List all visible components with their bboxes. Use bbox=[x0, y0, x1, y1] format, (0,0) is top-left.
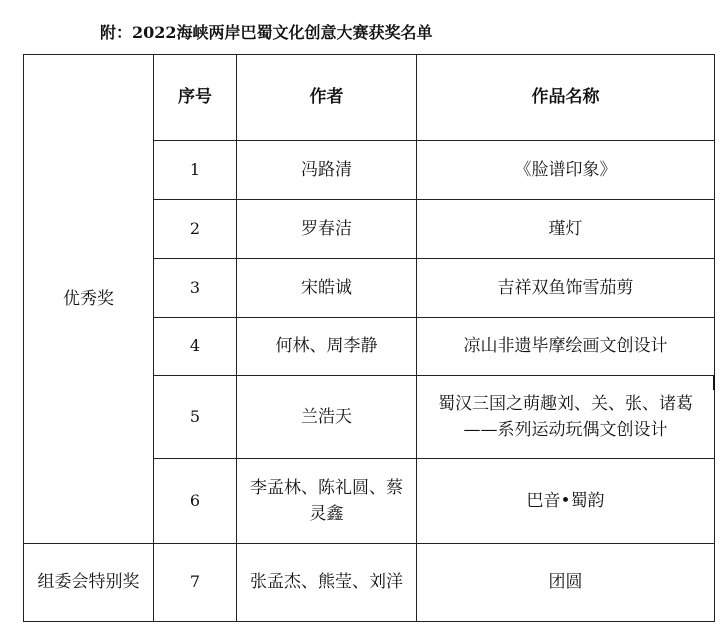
row-work: 凉山非遗毕摩绘画文创设计 bbox=[417, 318, 715, 376]
row-number: 2 bbox=[154, 200, 237, 259]
row-number: 3 bbox=[154, 259, 237, 318]
row-work: 巴音•蜀韵 bbox=[417, 459, 715, 544]
row-author bbox=[237, 459, 417, 544]
header-index: 序号 bbox=[154, 55, 237, 141]
category-special: 组委会特别奖 bbox=[24, 544, 154, 622]
row-work-line: 蜀汉三国之萌趣刘、关、张、诸葛 bbox=[438, 393, 693, 414]
row-number: 4 bbox=[154, 318, 237, 376]
row-work-line: ——系列运动玩偶文创设计 bbox=[463, 420, 668, 440]
row-author-line: 李孟林、陈礼圆、蔡 bbox=[250, 477, 403, 498]
row-author: 张孟杰、熊莹、刘洋 bbox=[237, 544, 417, 622]
document-title bbox=[100, 20, 433, 43]
header-author: 作者 bbox=[237, 55, 417, 141]
row-number: 7 bbox=[154, 544, 237, 622]
row-work: 瑾灯 bbox=[417, 200, 715, 259]
row-work: 团圆 bbox=[417, 544, 715, 622]
row-author: 罗春洁 bbox=[237, 200, 417, 259]
row-number: 1 bbox=[154, 141, 237, 200]
title-year: 2022 bbox=[132, 23, 177, 42]
row-author-line: 灵鑫 bbox=[309, 504, 344, 524]
award-list-table bbox=[23, 54, 715, 622]
header-row bbox=[24, 55, 715, 141]
row-number: 5 bbox=[154, 376, 237, 459]
row-author: 何林、周李静 bbox=[237, 318, 417, 376]
title-prefix: 附： bbox=[100, 23, 133, 42]
row-number: 6 bbox=[154, 459, 237, 544]
row-work bbox=[417, 376, 715, 459]
row-work: 《脸谱印象》 bbox=[417, 141, 715, 200]
text-cursor bbox=[713, 375, 715, 390]
header-work: 作品名称 bbox=[417, 55, 715, 141]
category-excellence: 优秀奖 bbox=[24, 55, 154, 544]
row-author: 兰浩天 bbox=[237, 376, 417, 459]
title-text: 海峡两岸巴蜀文化创意大赛获奖名单 bbox=[176, 23, 433, 42]
row-work: 吉祥双鱼饰雪茄剪 bbox=[417, 259, 715, 318]
row-author: 宋皓诚 bbox=[237, 259, 417, 318]
row-author: 冯路清 bbox=[237, 141, 417, 200]
table-row bbox=[24, 544, 715, 622]
